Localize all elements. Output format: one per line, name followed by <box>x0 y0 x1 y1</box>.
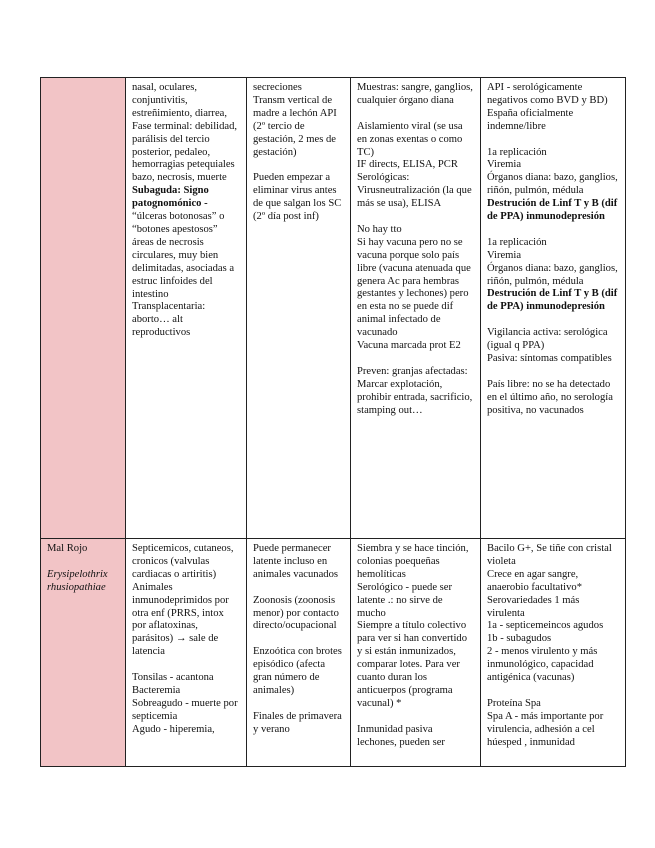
text-line: Finales de primavera y verano <box>253 710 342 735</box>
text-line: Inmunidad pasiva lechones, pueden ser <box>357 723 445 748</box>
text-block <box>253 172 344 224</box>
text-line: Proteína Spa <box>487 697 541 709</box>
text-block <box>357 224 474 353</box>
text-line: Erysipelothrix rhusiopathiae <box>47 568 108 593</box>
text-line: Sobreagudo - muerte por septicemia <box>132 697 238 722</box>
text-block <box>357 543 474 711</box>
text-block <box>132 543 240 659</box>
table-row <box>41 539 626 767</box>
text-block <box>487 327 619 366</box>
text-line: 1a - septicemeincos agudos <box>487 620 604 632</box>
text-block <box>253 82 344 159</box>
text-line: secreciones <box>253 82 302 93</box>
text-line: Si hay vacuna pero no se vacuna porque solo país libre (vacuna atenuada que genera Ac para hembras gestantes y lechones) pero en esta no se puede dif animal infectado de vacunado <box>357 236 471 339</box>
disease-name-cell <box>41 78 126 539</box>
text-line: Serológico - puede ser latente .: no sirve de mucho <box>357 581 453 619</box>
text-block <box>487 379 619 418</box>
text-line: nasal, oculares, conjuntivitis, estreñimiento, diarrea, <box>132 82 228 119</box>
text-line: Fase terminal: debilidad, parálisis del tercio posterior, pedaleo, hemorragias petequiales bazo, necrosis, muerte <box>132 120 238 184</box>
diagnosis-control-cell <box>351 539 481 767</box>
text-line: España oficialmente indemne/libre <box>487 107 574 132</box>
text-line: Serovariedades 1 más virulenta <box>487 594 580 619</box>
text-line: Aislamiento viral (se usa en zonas exentas o como TC) <box>357 120 463 158</box>
text-line: Mal Rojo <box>47 543 88 554</box>
text-line: Subaguda: Signo patognomónico - <box>132 185 209 210</box>
text-line: Vacuna marcada prot E2 <box>357 340 461 352</box>
text-line: Zoonosis (zoonosis menor) por contacto directo/ocupacional <box>253 594 339 632</box>
text-line: Órganos diana: bazo, ganglios, riñón, pulmón, médula <box>487 262 618 287</box>
diagnosis-control-cell <box>351 78 481 539</box>
text-line: API - serológicamente negativos como BVD y BD) <box>487 82 608 106</box>
text-line: Preven: granjas afectadas: <box>357 365 468 377</box>
text-line: Transplacentaria: aborto… alt reproductivos <box>132 301 206 339</box>
text-block <box>487 698 619 750</box>
text-block <box>487 237 619 314</box>
text-line: Crece en agar sangre, anaerobio facultativo* <box>487 568 583 593</box>
text-line: IF directs, ELISA, PCR <box>357 159 458 171</box>
text-block <box>487 147 619 224</box>
etiology-pathogenesis-cell <box>481 539 626 767</box>
text-block <box>47 569 119 595</box>
text-line: Agudo - hiperemia, <box>132 723 215 735</box>
text-line: Bacilo G+, Se tiñe con cristal violeta <box>487 543 612 567</box>
text-block <box>487 82 619 134</box>
text-line: Pasiva: síntomas compatibles <box>487 352 612 364</box>
text-line: Pueden empezar a eliminar virus antes de que salgan los SC (2º día post inf) <box>253 172 342 223</box>
text-line: 1b - subagudos <box>487 633 552 645</box>
etiology-pathogenesis-cell <box>481 78 626 539</box>
text-line: Siempre a título colectivo para ver si han convertido y si están inmunizados, comparar lotes. Para ver cuanto duran los anticuerpos (programa vacunal) * <box>357 620 468 709</box>
text-line: 1a replicación <box>487 236 547 248</box>
text-block <box>132 82 240 340</box>
epidemiology-cell <box>247 539 351 767</box>
text-block <box>253 595 344 634</box>
text-block <box>253 646 344 698</box>
text-line: Transm vertical de madre a lechón API (2º tercio de gestación, 2 mes de gestación) <box>253 94 337 158</box>
text-line: Septicemicos, cutaneos, cronicos (valvulas cardiacas o artiritis) <box>132 543 234 580</box>
text-line: Vigilancia activa: serológica (igual q PPA) <box>487 327 608 352</box>
text-line: Muestras: sangre, ganglios, cualquier órgano diana <box>357 82 473 106</box>
text-block <box>357 82 474 108</box>
epidemiology-cell <box>247 78 351 539</box>
text-line: Viremia <box>487 249 522 261</box>
clinical-signs-cell <box>126 539 247 767</box>
text-block <box>357 366 474 418</box>
text-line: País libre: no se ha detectado en el último año, no serología positiva, no vacunados <box>487 378 613 416</box>
text-block <box>357 724 474 750</box>
disease-name-cell <box>41 539 126 767</box>
table-row <box>41 78 626 539</box>
text-line: Destrución de Linf T y B (dif de PPA) inmunodepresión <box>487 198 618 223</box>
text-line: Tonsilas - acantona <box>132 672 214 684</box>
text-block <box>357 121 474 211</box>
text-line: Serológicas: Virusneutralización (la que más se usa), ELISA <box>357 172 472 210</box>
clinical-signs-cell <box>126 78 247 539</box>
text-line: Siembra y se hace tinción, colonias poequeñas hemolíticas <box>357 543 469 580</box>
text-line: Destrución de Linf T y B (dif de PPA) inmunodepresión <box>487 288 618 313</box>
text-line: Puede permanecer latente incluso en animales vacunados <box>253 543 339 580</box>
text-line: Marcar explotación, prohibir entrada, sacrificio, stamping out… <box>357 378 473 416</box>
notes-table <box>40 77 626 767</box>
text-line: “úlceras botonosas” o “botones apestosos” áreas de necrosis circulares, muy bien delimitadas, asociadas a estruc linfoides del intestino <box>132 211 235 300</box>
text-line: Spa A - más importante por virulencia, adhesión a cel húesped , inmunidad <box>487 710 604 748</box>
text-block <box>132 672 240 737</box>
text-block <box>253 711 344 737</box>
text-block <box>47 543 119 556</box>
text-block <box>487 543 619 685</box>
text-line: Bacteremia <box>132 684 181 696</box>
text-block <box>253 543 344 582</box>
text-line: 2 - menos virulento y más inmunológico, capacidad antigénica (vacunas) <box>487 646 598 684</box>
text-line: No hay tto <box>357 223 402 235</box>
text-line: Órganos diana: bazo, ganglios, riñón, pulmón, médula <box>487 172 618 197</box>
text-line: 1a replicación <box>487 146 547 158</box>
text-line: Viremia <box>487 159 522 171</box>
text-line: Enzoótica con brotes episódico (afecta gran número de animales) <box>253 646 342 696</box>
text-line: Animales inmunodeprimidos por otra enf (PRRS, intox por aflatoxinas, parásitos) → sale de latencia <box>132 581 229 658</box>
